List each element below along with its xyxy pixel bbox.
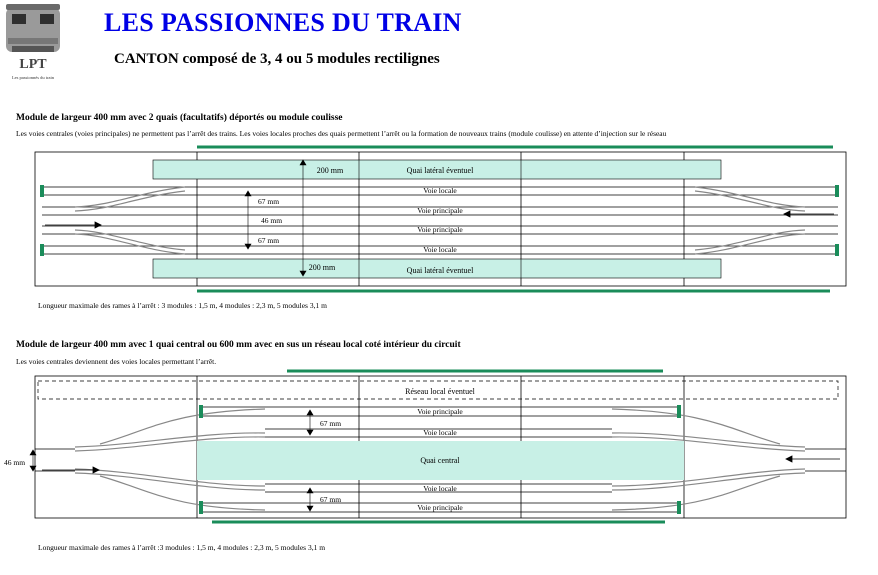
dim-200-bottom: 200 mm [308, 263, 336, 272]
logo-caption: Les passionnés du train [11, 75, 55, 80]
dim-46: 46 mm [261, 216, 283, 225]
section1-description: Les voies centrales (voies principales) ne permettent pas l’arrêt des trains. Les voies locales proches des quais permettent l’arrêt ou la formation de nouveaux trains (module coulisse) en attente d’injection sur le réseau [16, 129, 667, 138]
track-local-bottom-label: Voie locale [423, 245, 457, 254]
lpt-logo [4, 2, 62, 82]
tracks [42, 187, 838, 254]
local-network-label: Réseau local éventuel [405, 387, 475, 396]
dim-46: 46 mm [4, 458, 26, 467]
dim-67-bottom: 67 mm [320, 495, 342, 504]
track-local-top-label: Voie locale [423, 186, 457, 195]
platform-top-label: Quai latéral éventuel [406, 166, 474, 175]
locomotive-window-right [40, 14, 54, 24]
dim-67-top: 67 mm [320, 419, 342, 428]
locomotive-bumper [8, 38, 58, 44]
locomotive-bogie [12, 46, 54, 52]
central-platform-label: Quai central [420, 456, 460, 465]
page-subtitle: CANTON composé de 3, 4 ou 5 modules rectilignes [114, 51, 440, 67]
platform-bottom-label: Quai latéral éventuel [406, 266, 474, 275]
dim-67-top: 67 mm [258, 197, 280, 206]
dim-67-bottom: 67 mm [258, 236, 280, 245]
turnouts [75, 187, 805, 254]
logo-text: LPT [19, 57, 47, 72]
section1-note: Longueur maximale des rames à l’arrêt : 3 modules : 1,5 m, 4 modules : 2,3 m, 5 modules 3,1 m [38, 301, 327, 310]
track-main-bottom-label: Voie principale [417, 503, 463, 512]
track-main-top-label: Voie principale [417, 206, 463, 215]
dim-200-top: 200 mm [316, 166, 344, 175]
diagram-central-platform [0, 365, 878, 535]
section1-heading: Module de largeur 400 mm avec 2 quais (facultatifs) déportés ou module coulisse [16, 113, 343, 123]
section2-description: Les voies centrales deviennent des voies locales permettant l’arrêt. [16, 357, 217, 366]
diagram-2-platforms [0, 140, 878, 300]
section2-heading: Module de largeur 400 mm avec 1 quai central ou 600 mm avec en sus un réseau local coté intérieur du circuit [16, 340, 461, 350]
locomotive-window-left [12, 14, 26, 24]
locomotive-roof [6, 4, 60, 10]
section2-note: Longueur maximale des rames à l’arrêt :3 modules : 1,5 m, 4 modules : 2,3 m, 5 modules 3,1 m [38, 543, 326, 552]
track-local-bottom-label: Voie locale [423, 484, 457, 493]
track-local-top-label: Voie locale [423, 428, 457, 437]
page-title: LES PASSIONNES DU TRAIN [104, 8, 462, 37]
track-main-bottom-label: Voie principale [417, 225, 463, 234]
track-main-top-label: Voie principale [417, 407, 463, 416]
